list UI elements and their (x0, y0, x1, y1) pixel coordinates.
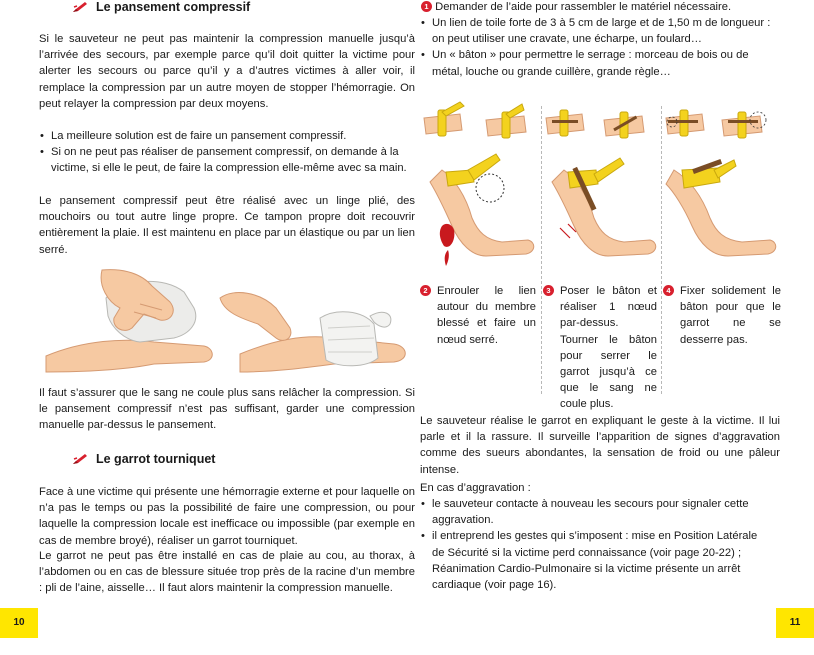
step-number-badge: 4 (663, 285, 674, 296)
paragraph-surveillance: Le sauveteur réalise le garrot en expliquant le geste à la victime. Il lui parle et il la rassure. Il surveille l’apparition de signes d’aggravation comme des sueurs abondantes, la sensation de froid ou une pâleur intense. (420, 415, 780, 476)
column-divider (661, 106, 662, 394)
list-item: • Un lien de toile forte de 3 à 5 cm de large et de 1,50 m de longueur : on peut utiliser une cravate, une écharpe, un foulard… (420, 15, 782, 47)
step-2 (420, 283, 536, 348)
red-pencil-icon (72, 1, 88, 13)
step-number-badge: 1 (421, 1, 432, 12)
step-4 (663, 283, 781, 348)
column-divider (541, 106, 542, 394)
step-text: Poser le bâton et réaliser 1 nœud par-dessus. Tourner le bâton pour serrer le garrot jusqu’à ce que le sang ne coule plus. (560, 285, 657, 411)
list-item: • Si on ne peut pas réaliser de pansement compressif, on demande à la victime, si elle le peut, de faire la compression elle-même avec sa main. (39, 144, 415, 176)
paragraph-verification: Il faut s’assurer que le sang ne coule plus sans relâcher la compression. Si le pansement compressif n’est pas suffisant, garder une compression manuelle par-dessus le pansement. (39, 387, 415, 432)
step-number-badge: 3 (543, 285, 554, 296)
list-item: • le sauveteur contacte à nouveau les secours pour signaler cette aggravation. (420, 496, 760, 528)
paragraph-garrot-intro: Face à une victime qui présente une hémorragie externe et pour laquelle on n’a pas le temps ou pas la possibilité de faire une compression, ou pour laquelle la compression locale est inefficace ou impossible (par exemple en cas de membre broyé), réaliser un garrot tourniquet. (39, 486, 415, 547)
bullet-list-aggravation (420, 496, 760, 593)
step-text: Demander de l’aide pour rassembler le matériel nécessaire. (435, 1, 732, 13)
paragraph-intro: Si le sauveteur ne peut pas maintenir la compression manuelle jusqu’à l’arrivée des secours, par exemple parce qu’il doit quitter la victime pour alerter les secours ou parce qu’il y a d’autres victimes à aller voir, il remplace la compression par un autre moyen de stopper l’hémorragie. On peut relayer la compression par deux moyens. (39, 33, 415, 110)
page-number-right: 11 (776, 608, 814, 638)
list-item: • il entreprend les gestes qui s’imposent : mise en Position Latérale de Sécurité si la victime perd connaissance (voir page 20-22) ; Réanimation Cardio-Pulmonaire si la victime présente un arrêt cardiaque (voir page 16). (420, 528, 760, 593)
section-heading-garrot (72, 451, 215, 467)
step-3-illustration (542, 100, 660, 270)
bullet-list-compression (39, 128, 415, 177)
red-pencil-icon (72, 453, 88, 465)
step-text: Enrouler le lien autour du membre blessé et faire un nœud serré. (437, 285, 536, 346)
section-heading-text: Le pansement compressif (96, 0, 251, 14)
step-3 (543, 283, 657, 413)
step-text: Fixer solidement le bâton pour que le garrot ne se desserre pas. (680, 285, 781, 346)
page-number-left: 10 (0, 608, 38, 638)
paragraph-pansement: Le pansement compressif peut être réalisé avec un linge plié, des mouchoirs ou tout autre linge propre. Ce tampon propre doit recouvrir entièrement la plaie. Il est maintenu en place par un élastique ou par un lien serré. (39, 195, 415, 256)
list-item: • La meilleure solution est de faire un pansement compressif. (39, 128, 415, 144)
step-4-illustration (662, 100, 782, 270)
section-heading-pansement (72, 0, 250, 15)
section-heading-text: Le garrot tourniquet (96, 452, 216, 466)
pansement-illustration (44, 268, 414, 380)
paragraph-garrot-limits: Le garrot ne peut pas être installé en cas de plaie au cou, au thorax, à l’abdomen ou en cas de blessure située trop près de la racine d’un membre : pli de l’aine, aisselle… Il faut alors maintenir la compression manuelle. (39, 550, 415, 595)
bullet-list-materiel (420, 15, 782, 80)
step-1 (421, 0, 779, 15)
bandaged-arm-image (220, 293, 405, 372)
aggravation-title: En cas d’aggravation : (420, 482, 531, 494)
step-2-illustration (420, 100, 540, 270)
step-number-badge: 2 (420, 285, 431, 296)
hand-pressing-image (46, 270, 212, 372)
list-item: • Un « bâton » pour permettre le serrage : morceau de bois ou de métal, louche ou grande cuillère, grande règle… (420, 47, 782, 79)
